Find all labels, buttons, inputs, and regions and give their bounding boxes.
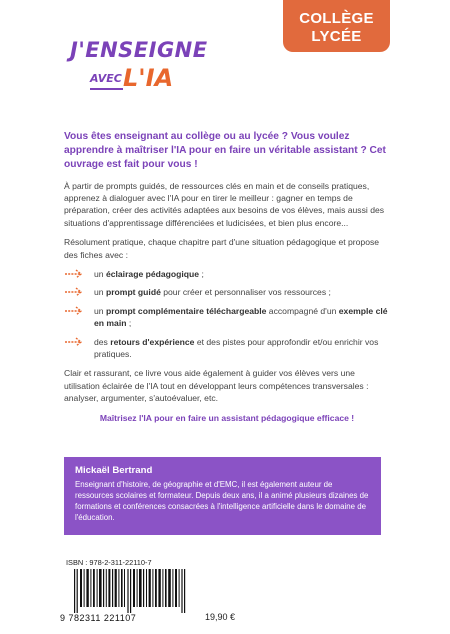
paragraph-1: À partir de prompts guidés, de ressources clés en main et de conseils pratiques, apprenez à dialoguer avec l'IA pour en tirer le meilleur : gagner en temps de préparation, créer des activités adaptées aux besoins de vos élèves, mais aussi des situations d'apprentissage différenciées et ludicisées, et bien plus encore... [64, 180, 385, 228]
logo-underline [90, 88, 123, 90]
series-logo [70, 38, 220, 98]
list-item: un éclairage pédagogique ; [64, 268, 390, 280]
arrow-icon [64, 337, 86, 347]
feature-list [64, 268, 390, 360]
logo-ia: L'IA [123, 64, 174, 92]
isbn-text: ISBN : 978-2-311-22110-7 [66, 558, 152, 567]
author-box [64, 457, 381, 535]
call-to-action: Maîtrisez l'IA pour en faire un assistant pédagogique efficace ! [99, 412, 355, 423]
badge-line1: COLLÈGE [299, 10, 374, 27]
author-bio: Enseignant d'histoire, de géographie et d'EMC, il est également auteur de ressources scolaires et formateur. Depuis deux ans, il a animé plusieurs dizaines de formations et conférences consacrées à l'intelligence artificielle dans le domaine de l'éducation. [75, 480, 369, 522]
barcode-digits: 9 782311 221107 [60, 613, 137, 623]
badge-line2: LYCÉE [311, 28, 362, 45]
paragraph-3: Clair et rassurant, ce livre vous aide également à guider vos élèves vers une utilisation éclairée de l'IA tout en développant leurs compétences transversales : analyser, argumenter, s'autoévaluer, etc. [64, 368, 369, 404]
logo-avec: AVEC [90, 72, 122, 85]
author-name: Mickaël Bertrand [75, 465, 153, 476]
arrow-icon [64, 269, 86, 279]
level-badge [283, 0, 390, 52]
arrow-icon [64, 306, 86, 316]
arrow-icon [64, 287, 86, 297]
price: 19,90 € [205, 612, 236, 622]
intro-text: Vous êtes enseignant au collège ou au lycée ? Vous voulez apprendre à maîtriser l'IA pour en faire un véritable assistant ? Cet ouvrage est fait pour vous ! [64, 131, 386, 171]
list-item: un prompt guidé pour créer et personnaliser vos ressources ; [64, 286, 390, 298]
back-cover-text [64, 130, 390, 433]
logo-line1: J'ENSEIGNE [70, 38, 208, 62]
list-item: des retours d'expérience et des pistes pour approfondir et/ou enrichir vos pratiques. [64, 336, 390, 361]
barcode [64, 569, 196, 613]
paragraph-2: Résolument pratique, chaque chapitre part d'une situation pédagogique et propose des fiches avec : [64, 237, 380, 260]
list-item: un prompt complémentaire téléchargeable accompagné d'un exemple clé en main ; [64, 305, 390, 330]
barcode-area [60, 558, 198, 628]
